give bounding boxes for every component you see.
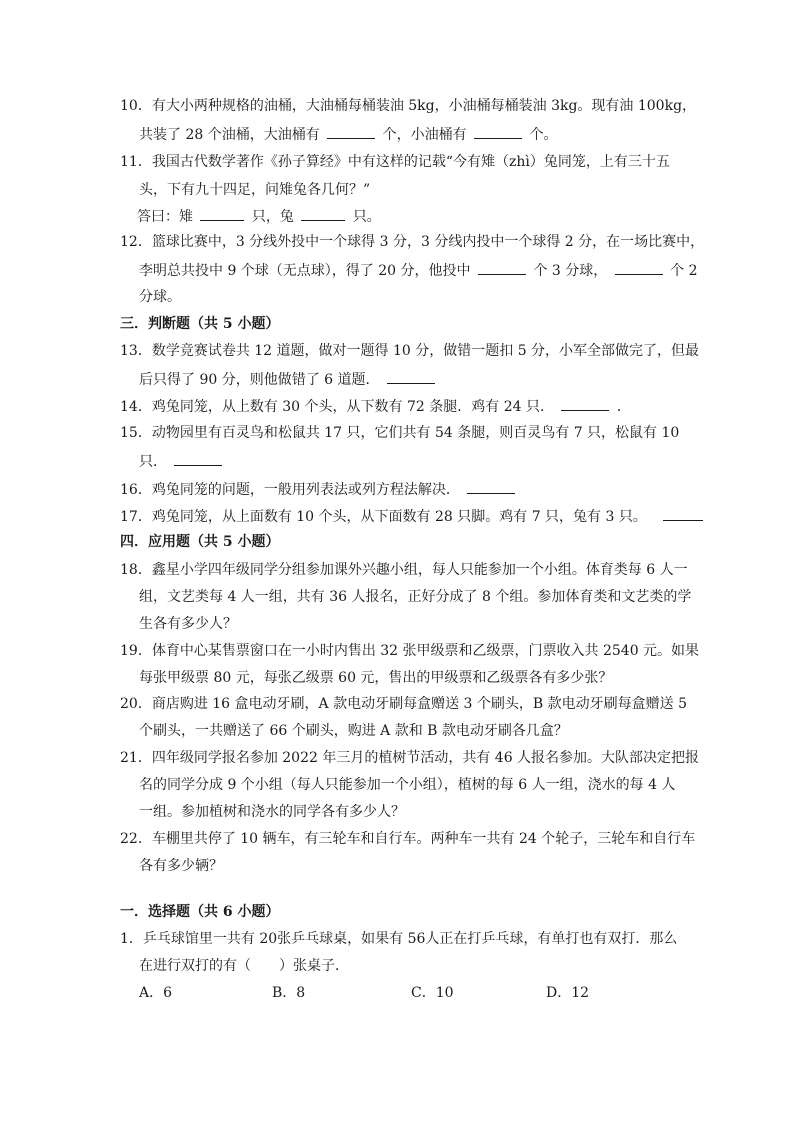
q12-line-2 xyxy=(139,260,698,281)
q11-text-a: 答曰：雉 xyxy=(137,209,193,225)
q13-blank[interactable] xyxy=(387,369,435,384)
q12-text-c: 个 2 xyxy=(670,263,698,279)
q1-option-c[interactable]: C．10 xyxy=(411,985,454,1001)
q11-line-3 xyxy=(137,206,381,227)
q13-line-1: 13．数学竞赛试卷共 12 道题，做对一题得 10 分，做错一题扣 5 分，小军全部做完了，但最 xyxy=(120,343,700,359)
q1-option-d[interactable]: D．12 xyxy=(546,985,590,1001)
q12-text-b: 个 3 分球， xyxy=(533,263,608,279)
section-true-false-heading: 三．判断题（共 5 小题） xyxy=(120,316,280,332)
q10-text-c: 个。 xyxy=(529,127,558,143)
q18-line-2: 组，文艺类每 4 人一组，共有 36 人报名，正好分成了 8 个组。参加体育类和文艺类的学 xyxy=(139,589,692,605)
q12-blank-2pt[interactable] xyxy=(615,260,663,275)
q14-text-end: ． xyxy=(616,399,631,415)
q17-text: 17．鸡兔同笼，从上面数有 10 个头，从下面数有 28 只脚。鸡有 7 只，兔有 3 只。 xyxy=(120,509,647,525)
q10-text-b: 个，小油桶有 xyxy=(382,127,467,143)
q16-text: 16．鸡兔同笼的问题，一般用列表法或列方程法解决． xyxy=(120,482,460,498)
q10-blank-big-barrels[interactable] xyxy=(327,124,375,139)
q19-line-1: 19．体育中心某售票窗口在一小时内售出 32 张甲级票和乙级票，门票收入共 2540 元。如果 xyxy=(120,643,700,659)
q10-line-1: 10．有大小两种规格的油桶，大油桶每桶装油 5kg，小油桶每桶装油 3kg。现有油 100kg， xyxy=(120,98,697,114)
q13-text: 后只得了 90 分，则他做错了 6 道题． xyxy=(139,372,380,388)
q12-line-3: 分球。 xyxy=(139,289,181,305)
section-choice-heading: 一．选择题（共 6 小题） xyxy=(120,904,280,920)
q17-line-1 xyxy=(120,506,706,527)
q1-option-a[interactable]: A．6 xyxy=(139,985,173,1001)
q15-line-2 xyxy=(139,451,225,472)
q17-blank[interactable] xyxy=(663,506,703,521)
q12-text-a: 李明总共投中 9 个球（无点球），得了 20 分，他投中 xyxy=(139,263,471,279)
q18-line-1: 18．鑫星小学四年级同学分组参加课外兴趣小组，每人只能参加一个小组。体育类每 6 人一 xyxy=(120,562,688,578)
q15-blank[interactable] xyxy=(174,451,222,466)
q15-text: 只． xyxy=(139,454,167,470)
q21-line-2: 名的同学分成 9 个小组（每人只能参加一个小组），植树的每 6 人一组，浇水的每 4 人 xyxy=(139,777,676,793)
q10-blank-small-barrels[interactable] xyxy=(474,124,522,139)
q20-line-2: 个刷头，一共赠送了 66 个刷头，购进 A 款和 B 款电动牙刷各几盒？ xyxy=(139,723,568,739)
q11-line-1: 11．我国古代数学著作《孙子算经》中有这样的记载“今有雉（zhì）兔同笼，上有三十五 xyxy=(120,154,670,170)
q15-line-1: 15．动物园里有百灵鸟和松鼠共 17 只，它们共有 54 条腿，则百灵鸟有 7 只，松鼠有 10 xyxy=(120,425,680,441)
q1-line-2: 在进行双打的有（ ）张桌子． xyxy=(139,958,349,974)
q10-line-2 xyxy=(139,124,558,145)
q1-option-b[interactable]: B．8 xyxy=(272,985,306,1001)
q12-blank-3pt[interactable] xyxy=(478,260,526,275)
q10-text-a: 共装了 28 个油桶，大油桶有 xyxy=(139,127,320,143)
q20-line-1: 20．商店购进 16 盒电动牙刷，A 款电动牙刷每盒赠送 3 个刷头，B 款电动牙刷每盒赠送 5 xyxy=(120,696,687,712)
q21-line-1: 21．四年级同学报名参加 2022 年三月的植树节活动，共有 46 人报名参加。大队部决定把报 xyxy=(120,750,700,766)
q13-line-2 xyxy=(139,369,438,390)
q11-blank-pheasant[interactable] xyxy=(200,206,244,221)
q19-line-2: 每张甲级票 80 元，每张乙级票 60 元，售出的甲级票和乙级票各有多少张？ xyxy=(139,670,613,686)
q11-text-b: 只，兔 xyxy=(251,209,294,225)
q11-blank-rabbit[interactable] xyxy=(301,206,345,221)
q16-blank[interactable] xyxy=(467,479,515,494)
q16-line-1 xyxy=(120,479,518,500)
q22-line-1: 22．车棚里共停了 10 辆车，有三轮车和自行车。两种车一共有 24 个轮子，三轮车和自行车 xyxy=(120,831,696,847)
q12-line-1: 12．篮球比赛中，3 分线外投中一个球得 3 分，3 分线内投中一个球得 2 分，在一场比赛中， xyxy=(120,234,705,250)
q22-line-2: 各有多少辆？ xyxy=(139,858,223,874)
q21-line-3: 一组。参加植树和浇水的同学各有多少人？ xyxy=(139,804,405,820)
q11-text-c: 只。 xyxy=(352,209,381,225)
q14-blank[interactable] xyxy=(561,396,609,411)
q1-line-1: 1．乒乓球馆里一共有 20张乒乓球桌，如果有 56人正在打乒乓球，有单打也有双打．那么 xyxy=(120,931,678,947)
q11-line-2: 头，下有九十四足，问雉兔各几何？” xyxy=(139,182,371,198)
q14-text: 14．鸡兔同笼，从上数有 30 个头，从下数有 72 条腿．鸡有 24 只． xyxy=(120,399,554,415)
section-application-heading: 四．应用题（共 5 小题） xyxy=(120,534,280,550)
q18-line-3: 生各有多少人？ xyxy=(139,616,237,632)
q14-line-1 xyxy=(120,396,631,417)
